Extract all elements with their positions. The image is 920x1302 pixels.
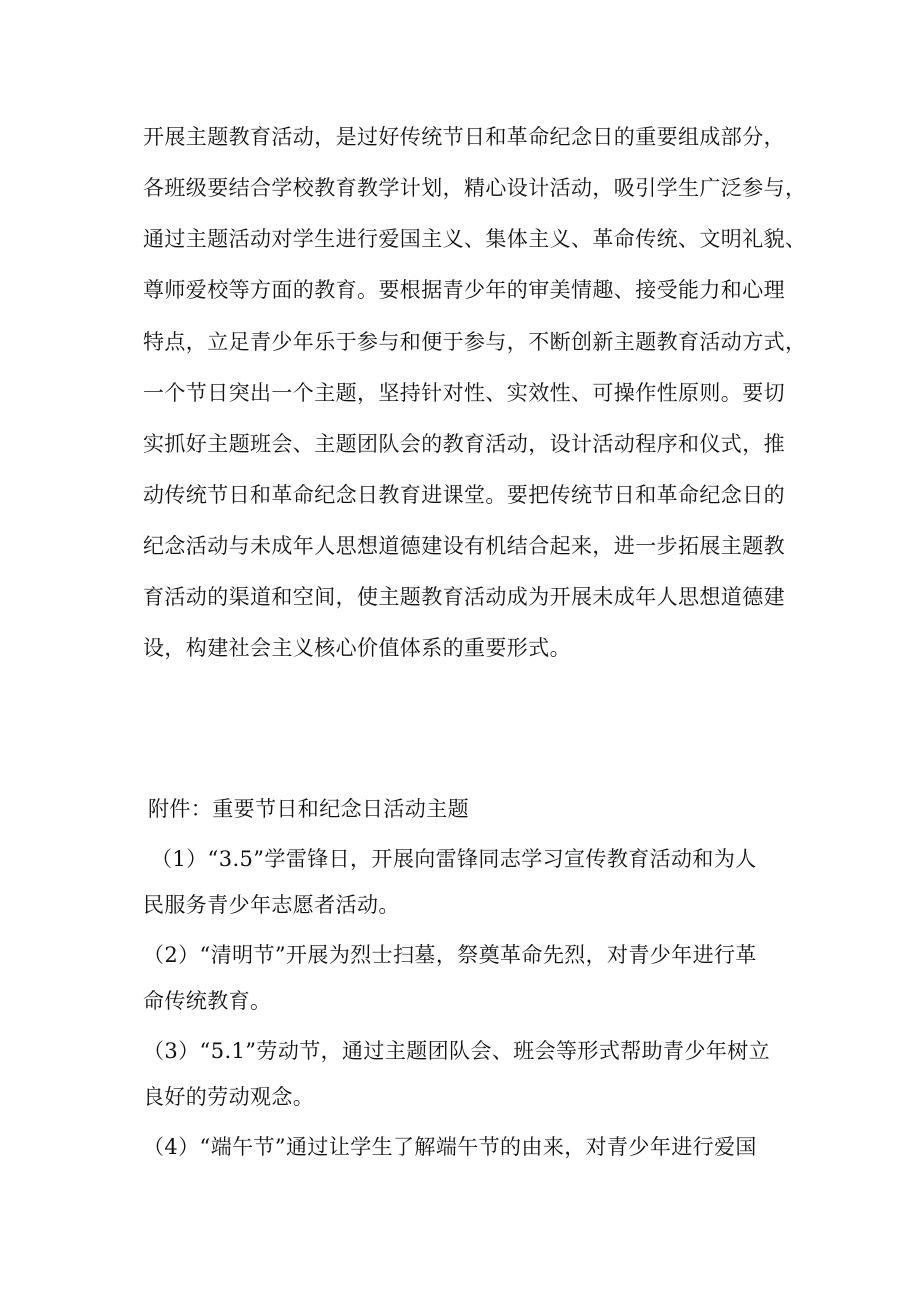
item-4-line-1: （4）“端午节”通过让学生了解端午节的由来，对青少年进行爱国 (143, 1135, 757, 1159)
body-line-4: 尊师爱校等方面的教育。要根据青少年的审美情趣、接受能力和心理 (143, 278, 785, 302)
body-line-10: 育活动的渠道和空间，使主题教育活动成为开展未成年人思想道德建 (143, 585, 785, 609)
item-2-line-2: 命传统教育。 (143, 989, 272, 1013)
item-1-line-2: 民服务青少年志愿者活动。 (143, 893, 400, 917)
body-line-5: 特点，立足青少年乐于参与和便于参与，不断创新主题教育活动方式， (143, 330, 807, 354)
body-line-11: 设，构建社会主义核心价值体系的重要形式。 (143, 636, 571, 660)
body-line-1: 开展主题教育活动，是过好传统节日和革命纪念日的重要组成部分， (143, 125, 785, 149)
body-line-2: 各班级要结合学校教育教学计划，精心设计活动，吸引学生广泛参与， (143, 176, 807, 200)
item-3-line-1: （3）“5.1”劳动节，通过主题团队会、班会等形式帮助青少年树立 (143, 1039, 771, 1063)
attachment-title: 附件：重要节日和纪念日活动主题 (148, 797, 469, 821)
body-line-8: 动传统节日和革命纪念日教育进课堂。要把传统节日和革命纪念日的 (143, 483, 785, 507)
body-line-6: 一个节日突出一个主题，坚持针对性、实效性、可操作性原则。要切 (143, 381, 785, 405)
body-line-7: 实抓好主题班会、主题团队会的教育活动，设计活动程序和仪式，推 (143, 432, 785, 456)
item-2-line-1: （2）“清明节”开展为烈士扫墓，祭奠革命先烈，对青少年进行革 (143, 943, 757, 967)
body-line-3: 通过主题活动对学生进行爱国主义、集体主义、革命传统、文明礼貌、 (143, 227, 807, 251)
body-line-9: 纪念活动与未成年人思想道德建设有机结合起来，进一步拓展主题教 (143, 534, 785, 558)
item-3-line-2: 良好的劳动观念。 (143, 1085, 315, 1109)
item-1-line-1: （1）“3.5”学雷锋日，开展向雷锋同志学习宣传教育活动和为人 (151, 847, 757, 871)
